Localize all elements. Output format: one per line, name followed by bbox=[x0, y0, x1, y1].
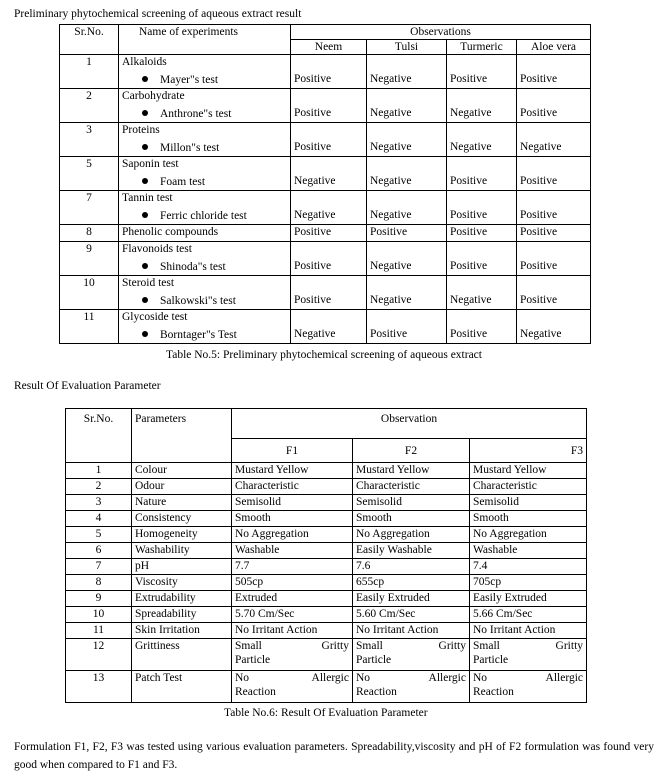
observation-cell: Negative bbox=[517, 310, 591, 344]
experiment-cell bbox=[119, 225, 291, 242]
parameter-cell: Homogeneity bbox=[132, 527, 232, 543]
observation-cell: Negative bbox=[447, 276, 517, 310]
value-cell: Extruded bbox=[232, 591, 353, 607]
value-cell: No Irritant Action bbox=[232, 623, 353, 639]
observation-cell: Negative bbox=[291, 157, 367, 191]
table-row bbox=[66, 559, 587, 575]
value-word: No bbox=[356, 672, 371, 684]
parameter-cell: Consistency bbox=[132, 511, 232, 527]
observation-cell: Positive bbox=[517, 157, 591, 191]
sr-no-cell: 8 bbox=[60, 225, 119, 242]
value-word: No bbox=[473, 672, 488, 684]
bullet-icon bbox=[142, 76, 148, 82]
experiment-cell bbox=[119, 123, 291, 157]
bullet-icon bbox=[142, 331, 148, 337]
bullet-icon bbox=[142, 178, 148, 184]
value-cell: 505cp bbox=[232, 575, 353, 591]
sr-no-cell: 2 bbox=[60, 89, 119, 123]
table-row bbox=[60, 157, 591, 191]
value-word: Gritty bbox=[555, 640, 584, 652]
value-cell: Easily Extruded bbox=[353, 591, 470, 607]
value-cell bbox=[232, 671, 353, 703]
header-turmeric: Turmeric bbox=[447, 40, 517, 55]
bullet-icon bbox=[142, 263, 148, 269]
table-row bbox=[66, 495, 587, 511]
value-cell: 7.7 bbox=[232, 559, 353, 575]
sr-no-cell: 7 bbox=[60, 191, 119, 225]
experiment-cell bbox=[119, 191, 291, 225]
header-tulsi: Tulsi bbox=[367, 40, 447, 55]
sr-no-cell: 7 bbox=[66, 559, 132, 575]
experiment-cell bbox=[119, 157, 291, 191]
experiment-test-name: Borntager"s Test bbox=[160, 329, 237, 341]
value-cell: Semisolid bbox=[232, 495, 353, 511]
experiment-test-name: Salkowski"s test bbox=[160, 295, 236, 307]
sr-no-cell: 6 bbox=[66, 543, 132, 559]
experiment-test-name: Ferric chloride test bbox=[160, 210, 247, 222]
experiment-category: Glycoside test bbox=[122, 311, 188, 323]
experiment-category: Steroid test bbox=[122, 277, 175, 289]
sr-no-cell: 1 bbox=[60, 55, 119, 89]
value-cell bbox=[353, 639, 470, 671]
parameter-cell: Washability bbox=[132, 543, 232, 559]
observation-cell: Negative bbox=[517, 123, 591, 157]
value-cell: Mustard Yellow bbox=[353, 463, 470, 479]
value-word: Reaction bbox=[473, 686, 514, 698]
parameter-cell: Nature bbox=[132, 495, 232, 511]
value-word: Allergic bbox=[311, 672, 349, 684]
sr-no-cell: 2 bbox=[66, 479, 132, 495]
value-word: Gritty bbox=[321, 640, 349, 652]
experiment-category: Flavonoids test bbox=[122, 243, 192, 255]
value-cell: No Irritant Action bbox=[353, 623, 470, 639]
phytochemical-table bbox=[59, 24, 591, 344]
observation-cell: Negative bbox=[291, 191, 367, 225]
experiment-category: Proteins bbox=[122, 124, 160, 136]
header-observation: Observation bbox=[232, 409, 587, 439]
table-row bbox=[60, 191, 591, 225]
table-row bbox=[66, 671, 587, 703]
value-word: Reaction bbox=[235, 686, 276, 698]
header-experiment-name: Name of experiments bbox=[119, 25, 291, 55]
observation-cell: Positive bbox=[447, 55, 517, 89]
bullet-icon bbox=[142, 144, 148, 150]
header-f2: F2 bbox=[353, 439, 470, 463]
experiment-cell bbox=[119, 242, 291, 276]
header-neem: Neem bbox=[291, 40, 367, 55]
table-row bbox=[66, 511, 587, 527]
sr-no-cell: 13 bbox=[66, 671, 132, 703]
observation-cell: Negative bbox=[367, 276, 447, 310]
bullet-icon bbox=[142, 212, 148, 218]
experiment-cell bbox=[119, 310, 291, 344]
value-cell: Mustard Yellow bbox=[232, 463, 353, 479]
sr-no-cell: 8 bbox=[66, 575, 132, 591]
experiment-category: Carbohydrate bbox=[122, 90, 185, 102]
observation-cell: Positive bbox=[447, 242, 517, 276]
experiment-test-name: Anthrone"s test bbox=[160, 108, 232, 120]
table-row bbox=[60, 123, 591, 157]
sr-no-cell: 9 bbox=[60, 242, 119, 276]
value-word: Gritty bbox=[438, 640, 466, 652]
value-cell bbox=[470, 639, 587, 671]
value-cell: Smooth bbox=[470, 511, 587, 527]
table-caption-5: Table No.5: Preliminary phytochemical screening of aqueous extract bbox=[166, 349, 482, 361]
value-word: Small bbox=[235, 640, 262, 652]
section-title-phytochemical: Preliminary phytochemical screening of aqueous extract result bbox=[14, 8, 302, 20]
observation-cell: Positive bbox=[517, 55, 591, 89]
observation-cell: Positive bbox=[291, 55, 367, 89]
observation-cell: Positive bbox=[517, 276, 591, 310]
observation-cell: Positive bbox=[447, 157, 517, 191]
observation-cell: Positive bbox=[367, 225, 447, 242]
sr-no-cell: 4 bbox=[66, 511, 132, 527]
observation-cell: Positive bbox=[447, 191, 517, 225]
value-cell: Easily Extruded bbox=[470, 591, 587, 607]
parameter-cell: Spreadability bbox=[132, 607, 232, 623]
value-word: Particle bbox=[235, 654, 271, 666]
observation-cell: Negative bbox=[367, 157, 447, 191]
observation-cell: Positive bbox=[367, 310, 447, 344]
header-f3: F3 bbox=[470, 439, 587, 463]
header-parameters: Parameters bbox=[132, 409, 232, 463]
evaluation-table bbox=[65, 408, 587, 703]
header-sr-no: Sr.No. bbox=[60, 25, 119, 55]
observation-cell: Positive bbox=[291, 89, 367, 123]
table-row bbox=[60, 225, 591, 242]
parameter-cell: Viscosity bbox=[132, 575, 232, 591]
observation-cell: Positive bbox=[447, 225, 517, 242]
parameter-cell: Skin Irritation bbox=[132, 623, 232, 639]
observation-cell: Positive bbox=[291, 276, 367, 310]
value-word: Small bbox=[356, 640, 383, 652]
parameter-cell: Colour bbox=[132, 463, 232, 479]
value-word: Particle bbox=[356, 654, 392, 666]
value-cell: Characteristic bbox=[232, 479, 353, 495]
table-row bbox=[60, 276, 591, 310]
parameter-cell: Patch Test bbox=[132, 671, 232, 703]
parameter-cell: Extrudability bbox=[132, 591, 232, 607]
value-cell: Easily Washable bbox=[353, 543, 470, 559]
sr-no-cell: 10 bbox=[66, 607, 132, 623]
bullet-icon bbox=[142, 297, 148, 303]
value-cell: 7.4 bbox=[470, 559, 587, 575]
sr-no-cell: 5 bbox=[60, 157, 119, 191]
observation-cell: Positive bbox=[517, 89, 591, 123]
experiment-test-name: Foam test bbox=[160, 176, 206, 188]
sr-no-cell: 10 bbox=[60, 276, 119, 310]
experiment-cell bbox=[119, 55, 291, 89]
observation-cell: Negative bbox=[367, 55, 447, 89]
observation-cell: Positive bbox=[291, 123, 367, 157]
value-word: Allergic bbox=[545, 672, 584, 684]
experiment-test-name: Shinoda"s test bbox=[160, 261, 226, 273]
sr-no-cell: 12 bbox=[66, 639, 132, 671]
value-word: Reaction bbox=[356, 686, 397, 698]
table-row bbox=[66, 575, 587, 591]
experiment-category: Phenolic compounds bbox=[122, 226, 219, 238]
value-cell: 7.6 bbox=[353, 559, 470, 575]
bullet-icon bbox=[142, 110, 148, 116]
value-cell: Characteristic bbox=[353, 479, 470, 495]
value-word: Allergic bbox=[428, 672, 466, 684]
observation-cell: Positive bbox=[291, 242, 367, 276]
header-aloe-vera: Aloe vera bbox=[517, 40, 591, 55]
observation-cell: Negative bbox=[447, 123, 517, 157]
value-cell bbox=[232, 639, 353, 671]
experiment-cell bbox=[119, 89, 291, 123]
value-cell bbox=[353, 671, 470, 703]
table-row bbox=[66, 607, 587, 623]
observation-cell: Positive bbox=[291, 225, 367, 242]
value-cell: Washable bbox=[232, 543, 353, 559]
value-cell: No Aggregation bbox=[470, 527, 587, 543]
table-row bbox=[66, 543, 587, 559]
table-row bbox=[60, 55, 591, 89]
value-cell: No Aggregation bbox=[232, 527, 353, 543]
sr-no-cell: 11 bbox=[66, 623, 132, 639]
value-cell: Semisolid bbox=[470, 495, 587, 511]
table-row bbox=[60, 310, 591, 344]
conclusion-paragraph: Formulation F1, F2, F3 was tested using various evaluation parameters. Spreadability,viscosity and pH of F2 formulation was found very good when compared to F1 and F3. bbox=[14, 741, 654, 771]
value-cell: No Aggregation bbox=[353, 527, 470, 543]
experiment-test-name: Millon"s test bbox=[160, 142, 220, 154]
sr-no-cell: 9 bbox=[66, 591, 132, 607]
table-caption-6: Table No.6: Result Of Evaluation Parameter bbox=[224, 707, 428, 719]
experiment-category: Alkaloids bbox=[122, 56, 167, 68]
section-title-evaluation: Result Of Evaluation Parameter bbox=[14, 380, 161, 392]
value-cell: 5.66 Cm/Sec bbox=[470, 607, 587, 623]
experiment-test-name: Mayer"s test bbox=[160, 74, 219, 86]
header-f1: F1 bbox=[232, 439, 353, 463]
sr-no-cell: 1 bbox=[66, 463, 132, 479]
experiment-cell bbox=[119, 276, 291, 310]
value-cell: Smooth bbox=[353, 511, 470, 527]
observation-cell: Negative bbox=[367, 242, 447, 276]
value-word: No bbox=[235, 672, 250, 684]
value-cell: No Irritant Action bbox=[470, 623, 587, 639]
value-cell: 5.60 Cm/Sec bbox=[353, 607, 470, 623]
value-cell: Characteristic bbox=[470, 479, 587, 495]
sr-no-cell: 11 bbox=[60, 310, 119, 344]
table-row bbox=[66, 463, 587, 479]
value-cell: 655cp bbox=[353, 575, 470, 591]
observation-cell: Negative bbox=[367, 123, 447, 157]
experiment-category: Saponin test bbox=[122, 158, 179, 170]
value-word: Particle bbox=[473, 654, 509, 666]
parameter-cell: Grittiness bbox=[132, 639, 232, 671]
sr-no-cell: 5 bbox=[66, 527, 132, 543]
value-cell: Semisolid bbox=[353, 495, 470, 511]
experiment-category: Tannin test bbox=[122, 192, 173, 204]
table-row bbox=[66, 527, 587, 543]
value-word: Small bbox=[473, 640, 500, 652]
value-cell: Washable bbox=[470, 543, 587, 559]
observation-cell: Positive bbox=[517, 242, 591, 276]
table-row bbox=[60, 89, 591, 123]
observation-cell: Negative bbox=[291, 310, 367, 344]
table-row bbox=[60, 242, 591, 276]
value-cell: 5.70 Cm/Sec bbox=[232, 607, 353, 623]
value-cell: Smooth bbox=[232, 511, 353, 527]
header-observations: Observations bbox=[291, 25, 591, 40]
table-row bbox=[66, 479, 587, 495]
parameter-cell: Odour bbox=[132, 479, 232, 495]
observation-cell: Positive bbox=[517, 191, 591, 225]
observation-cell: Negative bbox=[367, 89, 447, 123]
observation-cell: Positive bbox=[447, 310, 517, 344]
observation-cell: Negative bbox=[447, 89, 517, 123]
value-cell bbox=[470, 671, 587, 703]
sr-no-cell: 3 bbox=[60, 123, 119, 157]
table-row bbox=[66, 591, 587, 607]
value-cell: Mustard Yellow bbox=[470, 463, 587, 479]
value-cell: 705cp bbox=[470, 575, 587, 591]
table-row bbox=[66, 639, 587, 671]
header-sr-no-2: Sr.No. bbox=[66, 409, 132, 463]
observation-cell: Positive bbox=[517, 225, 591, 242]
sr-no-cell: 3 bbox=[66, 495, 132, 511]
observation-cell: Negative bbox=[367, 191, 447, 225]
parameter-cell: pH bbox=[132, 559, 232, 575]
table-row bbox=[66, 623, 587, 639]
